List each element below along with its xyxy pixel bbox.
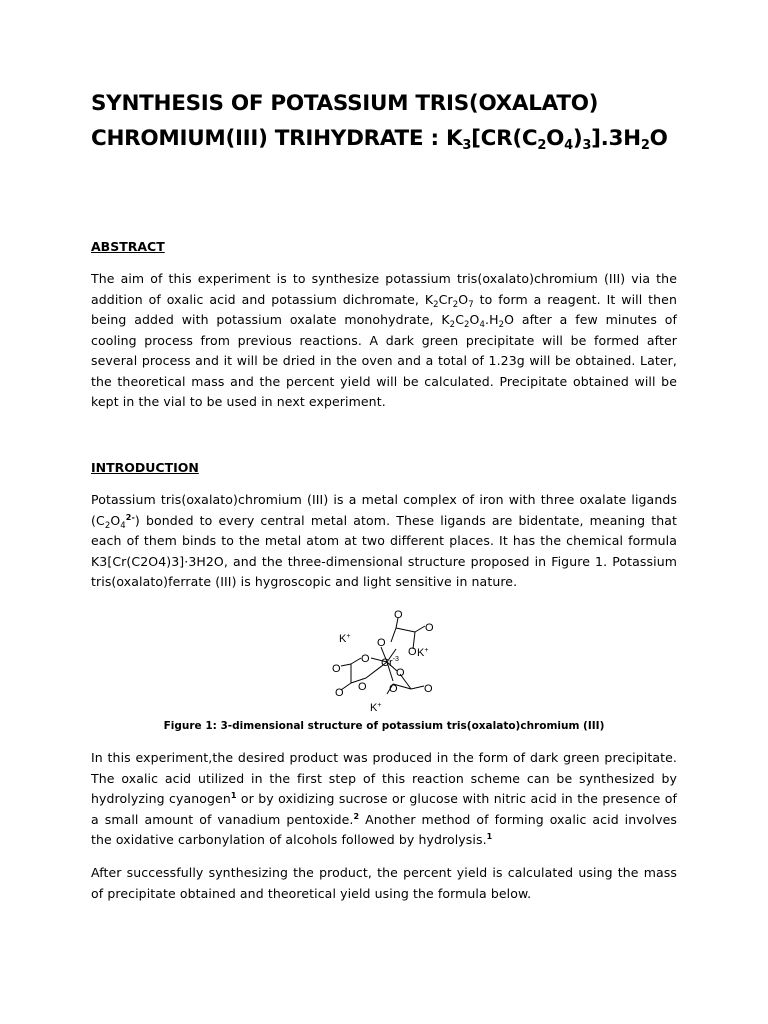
introduction-heading: INTRODUCTION	[91, 460, 199, 475]
oxygen-label: O	[408, 646, 417, 658]
reference-marker: 1	[486, 832, 493, 841]
oxygen-label: O	[335, 687, 344, 699]
oxygen-label: O	[394, 609, 403, 621]
oxygen-label: O	[332, 663, 341, 675]
chromium-complex-structure	[321, 604, 451, 716]
page-title	[91, 86, 691, 156]
abstract-heading: ABSTRACT	[91, 239, 165, 254]
title-line-2: CHROMIUM(III) TRIHYDRATE : $K_3[CR(C_2O_4)_3].3H_2O$	[91, 126, 668, 153]
oxygen-label: O	[424, 683, 433, 695]
oxygen-label: O	[377, 637, 386, 649]
abstract-paragraph: The aim of this experiment is to synthesize potassium tris(oxalato)chromium (III) via the addition of oxalic acid and potassium dichromate, $K_2Cr_2O_7$ to form a reagent. It will then being added with potassium oxalate monohydrate, $K_2C_2O_4.H_2O$ after a few minutes of cooling process from previous reactions. A dark green precipitate will be formed after several process and it will be dried in the oven and a total of 1.23g will be obtained. Later, the theoretical mass and the percent yield will be calculated. Precipitate obtained will be kept in the vial to be used in next experiment.	[91, 271, 677, 409]
oxygen-label: O	[358, 681, 367, 693]
reference-marker: 1	[230, 791, 237, 800]
reference-marker: 2	[353, 811, 360, 821]
oxygen-label: O	[396, 667, 405, 679]
oxygen-label: O	[389, 683, 398, 695]
potassium-label: K+	[370, 702, 382, 714]
potassium-label: K+	[339, 633, 351, 645]
figure-caption: Figure 1: 3-dimensional structure of potassium tris(oxalato)chromium (III)	[163, 720, 605, 732]
oxygen-label: O	[361, 653, 370, 665]
title-line-1: SYNTHESIS OF POTASSIUM TRIS(OXALATO)	[91, 91, 599, 116]
yield-paragraph: After successfully synthesizing the product, the percent yield is calculated using the mass of precipitate obtained and theoretical yield using the formula below.	[91, 865, 677, 901]
potassium-label: K+	[417, 647, 429, 659]
chromium-label: $Cr^{-3}$	[381, 656, 399, 669]
introduction-paragraph: Potassium tris(oxalato)chromium (III) is a metal complex of iron with three oxalate ligands $(C_2O_4^{2-})$ bonded to every central metal atom. These ligands are bidentate, meaning that each of them binds to the metal atom at two different places. It has the chemical formula K3[Cr(C2O4)3]·3H2O, and the three-dimensional structure proposed in Figure 1. Potassium tris(oxalato)ferrate (III) is hygroscopic and light sensitive in nature.	[91, 492, 677, 589]
oxygen-label: O	[425, 622, 434, 634]
methods-paragraph: In this experiment,the desired product was produced in the form of dark green precipitate. The oxalic acid utilized in the first step of this reaction scheme can be synthesized by hydrolyzing cyanogen$^1$ or by oxidizing sucrose or glucose with nitric acid in the presence of a small amount of vanadium pentoxide.$^2$ Another method of forming oxalic acid involves the oxidative carbonylation of alcohols followed by hydrolysis.$^1$	[91, 750, 677, 847]
